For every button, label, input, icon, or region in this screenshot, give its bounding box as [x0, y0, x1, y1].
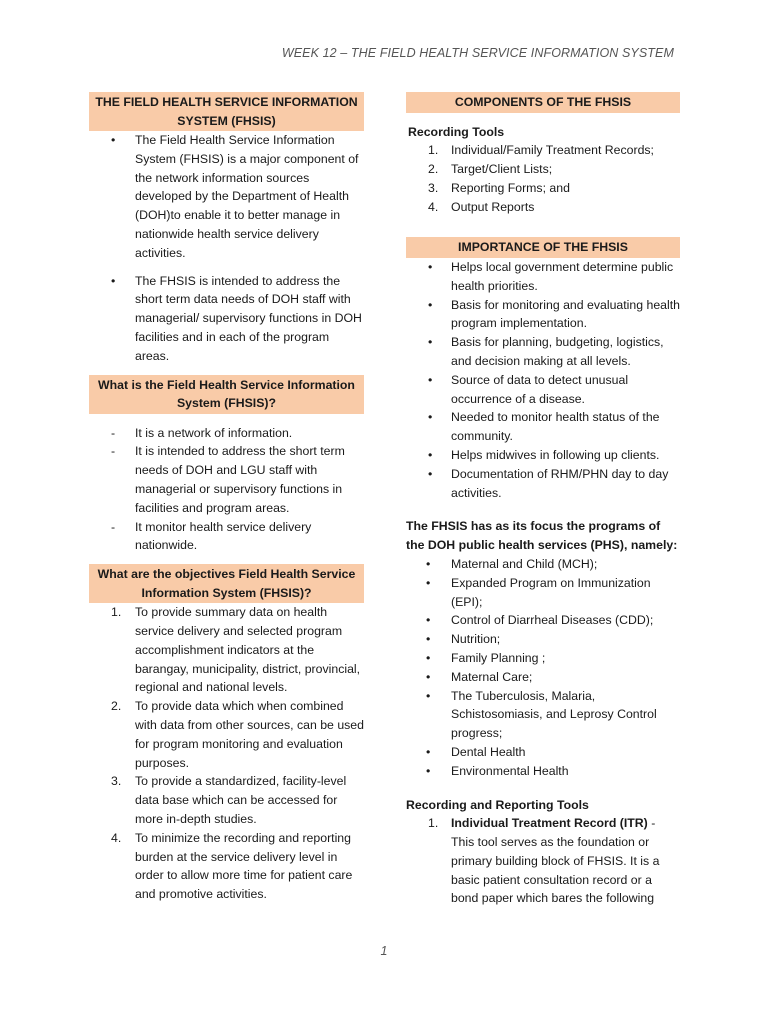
- item-number: 1.: [111, 605, 122, 620]
- list-item: • Source of data to detect unusual occurrence of a disease.: [406, 371, 680, 409]
- item-text: To provide a standardized, facility-level data base which can be accessed for more in-depth studies.: [135, 774, 347, 826]
- objectives-heading: What are the objectives Field Health Service Information System (FHSIS)?: [89, 564, 364, 603]
- item-number: 1.: [428, 816, 439, 831]
- item-number: 4.: [428, 199, 439, 214]
- item-text: Individual/Family Treatment Records;: [451, 143, 654, 158]
- list-item: [89, 603, 364, 697]
- list-item: • The FHSIS is intended to address the short term data needs of DOH staff with managerial/ supervisory functions in DOH facilities and in each of the program areas.: [89, 272, 364, 366]
- item-number: 2.: [428, 162, 439, 177]
- what-is-heading: What is the Field Health Service Information System (FHSIS)?: [89, 375, 364, 414]
- list-item: [89, 829, 364, 904]
- item-number: 3.: [428, 180, 439, 195]
- list-item: - It is intended to address the short term needs of DOH and LGU staff with managerial or supervisory functions in facilities and program areas.: [89, 442, 364, 517]
- list-item: - It monitor health service delivery nationwide.: [89, 518, 364, 556]
- importance-heading: IMPORTANCE OF THE FHSIS: [406, 237, 680, 258]
- what-is-list: [89, 424, 364, 556]
- list-item: • Basis for monitoring and evaluating health program implementation.: [406, 296, 680, 334]
- list-item: • Maternal and Child (MCH);: [406, 555, 680, 574]
- list-item: • The Field Health Service Information System (FHSIS) is a major component of the network information sources developed by the Department of Health (DOH)to enable it to better manage in nationwide health service delivery activities.: [89, 131, 364, 263]
- right-column: [406, 92, 680, 908]
- importance-list: [406, 258, 680, 502]
- objectives-list: [89, 603, 364, 904]
- list-item: [406, 141, 680, 160]
- list-item: [406, 160, 680, 179]
- item-text: Target/Client Lists;: [451, 162, 553, 177]
- item-number: 4.: [111, 830, 122, 845]
- focus-intro-text: The FHSIS has as its focus the programs of the DOH public health services (PHS), namely:: [406, 519, 678, 553]
- fhsis-heading: THE FIELD HEALTH SERVICE INFORMATION SYSTEM (FHSIS): [89, 92, 364, 131]
- item-text: To provide summary data on health service delivery and selected program accomplishment indicators at the barangay, municipality, district, provincial, regional and national levels.: [135, 605, 361, 695]
- item-text: Output Reports: [451, 199, 535, 214]
- list-item: • Environmental Health: [406, 762, 680, 781]
- list-item: • Basis for planning, budgeting, logistics, and decision making at all levels.: [406, 333, 680, 371]
- recording-reporting-list: [406, 814, 680, 908]
- programs-list: [406, 555, 680, 781]
- item-text: To provide data which when combined with data from other sources, can be used for program monitoring and evaluation purposes.: [135, 699, 364, 770]
- list-item: • The Tuberculosis, Malaria, Schistosomiasis, and Leprosy Control progress;: [406, 687, 680, 743]
- list-item: • Expanded Program on Immunization (EPI);: [406, 574, 680, 612]
- list-item: • Helps local government determine public health priorities.: [406, 258, 680, 296]
- item-title: Individual Treatment Record (ITR): [451, 816, 648, 831]
- recording-tools-label: Recording Tools: [408, 124, 505, 139]
- item-number: 3.: [111, 774, 122, 789]
- list-item: • Control of Diarrheal Diseases (CDD);: [406, 611, 680, 630]
- page-number: 1: [380, 944, 388, 958]
- list-item: - It is a network of information.: [89, 424, 364, 443]
- list-item: • Needed to monitor health status of the community.: [406, 408, 680, 446]
- list-item: • Documentation of RHM/PHN day to day activities.: [406, 465, 680, 503]
- item-text: - This tool serves as the foundation or primary building block of FHSIS. It is a basic patient consultation record or a bond paper which bares the following: [451, 816, 660, 906]
- recording-reporting-label: Recording and Reporting Tools: [406, 797, 589, 812]
- item-number: 1.: [428, 143, 439, 158]
- list-item: • Family Planning ;: [406, 649, 680, 668]
- list-item: • Nutrition;: [406, 630, 680, 649]
- components-heading: COMPONENTS OF THE FHSIS: [406, 92, 680, 113]
- list-item: • Helps midwives in following up clients.: [406, 446, 680, 465]
- list-item: [89, 697, 364, 772]
- intro-bullet-list: [89, 131, 364, 366]
- item-text: To minimize the recording and reporting burden at the service delivery level in order to allow more time for patient care and promotive activities.: [135, 830, 353, 902]
- list-item: • Maternal Care;: [406, 668, 680, 687]
- list-item: [406, 814, 680, 908]
- running-header: WEEK 12 – THE FIELD HEALTH SERVICE INFORMATION SYSTEM: [281, 46, 674, 60]
- list-item: [406, 198, 680, 217]
- item-number: 2.: [111, 699, 122, 714]
- recording-tools-list: [406, 141, 680, 216]
- list-item: [406, 179, 680, 198]
- list-item: • Dental Health: [406, 743, 680, 762]
- list-item: [89, 772, 364, 828]
- left-column: [89, 92, 364, 904]
- item-text: Reporting Forms; and: [451, 180, 570, 195]
